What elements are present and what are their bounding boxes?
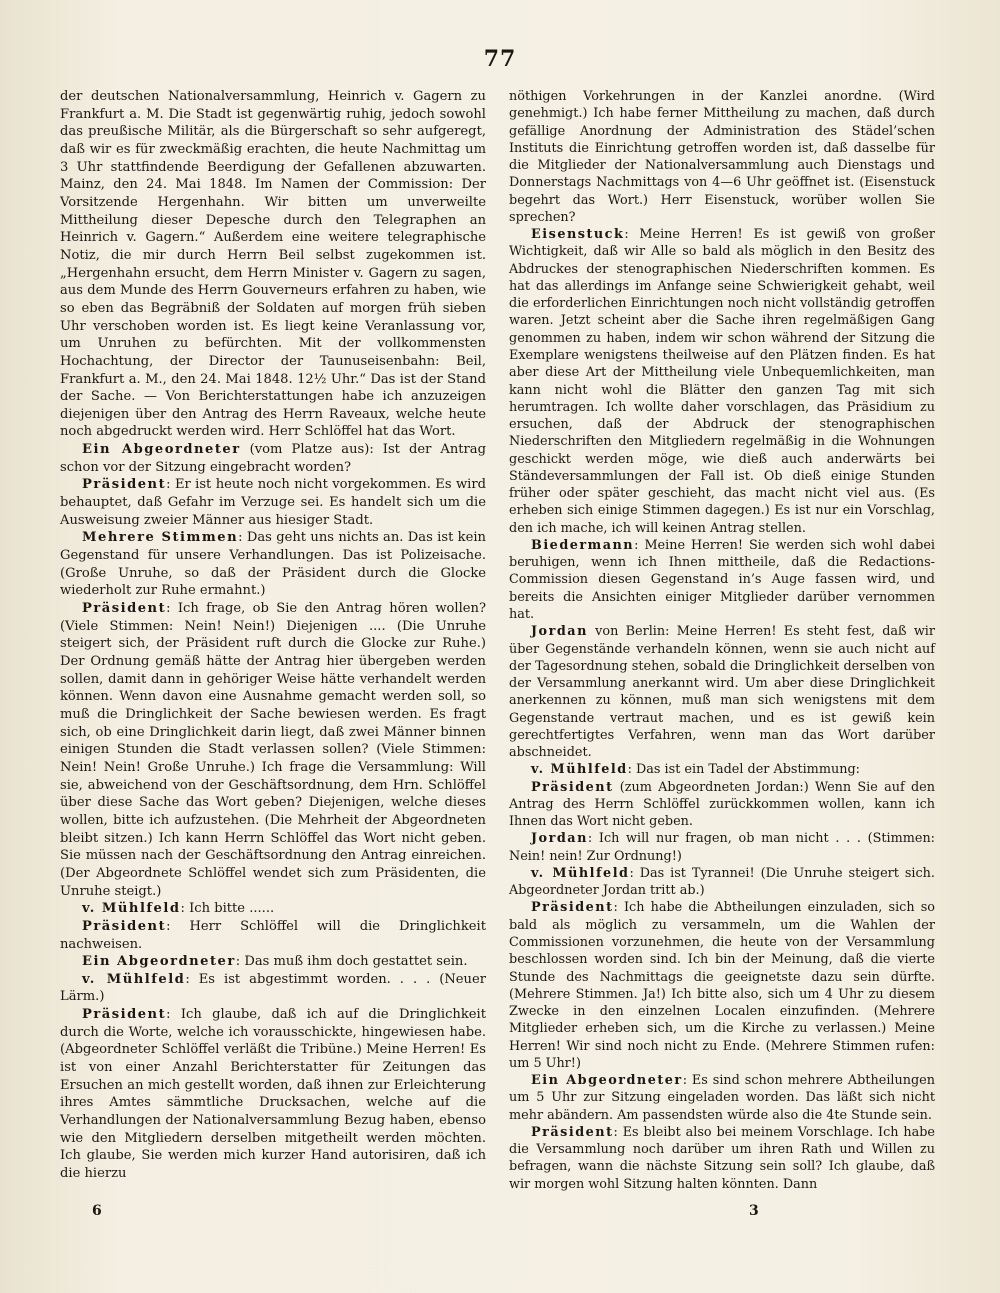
paragraph xyxy=(60,88,486,441)
speaker-name: Ein Abgeordneter xyxy=(531,1073,683,1089)
speaker-name: Eisenstuck xyxy=(531,227,625,243)
paragraph xyxy=(60,441,486,476)
paragraph-text: : Meine Herren! Sie werden sich wohl dabei beruhigen, wenn ich Ihnen mittheile, daß die Redactions-Commission diesen Gegenstand in’s Auge fassen wird, und bereits die Ansichten einiger Mitglieder darüber vernommen hat. xyxy=(509,537,935,622)
paragraph xyxy=(509,1124,935,1193)
speaker-name: Jordan xyxy=(531,624,588,640)
paragraph-text: : Das ist Tyrannei! (Die Unruhe steigert sich. Abgeordneter Jordan tritt ab.) xyxy=(509,865,935,899)
paragraph-text: der deutschen Nationalversammlung, Heinrich v. Gagern zu Frankfurt a. M. Die Stadt ist gegenwärtig ruhig, jedoch sowohl das preußische Militär, als die Bürgerschaft so sehr aufgeregt, daß wir es für zweckmäßig erachten, die heute Nachmittag um 3 Uhr stattfindende Beerdigung der Gefallenen abzuwarten. Mainz, den 24. Mai 1848. Im Namen der Commission: Der Vorsitzende Hergenhahn. Wir bitten um unverweilte Mittheilung dieser Depesche durch den Telegraphen an Heinrich v. Gagern.“ Außerdem eine weitere telegraphische Notiz, die mir durch Herrn Beil selbst zugekommen ist. „Hergenhahn ersucht, dem Herrn Minister v. Gagern zu sagen, aus dem Munde des Herrn Gouverneurs erfahren zu haben, wie so eben das Begräbniß der Soldaten auf morgen früh sieben Uhr verschoben worden ist. Es liegt keine Veranlassung vor, um Unruhen zu befürchten. Mit der vollkommensten Hochachtung, der Director der Taunuseisenbahn: Beil, Frankfurt a. M., den 24. Mai 1848. 12½ Uhr.“ Das ist der Stand der Sache. — Von Berichterstattungen habe ich anzuzeigen diejenigen über den Antrag des Herrn Raveaux, welche heute noch abgedruckt werden wird. Herr Schlöffel hat das Wort. xyxy=(60,89,486,440)
paragraph xyxy=(509,537,935,623)
paragraph-text: nöthigen Vorkehrungen in der Kanzlei anordne. (Wird genehmigt.) Ich habe ferner Mittheilung zu machen, daß durch gefällige Anordnung der Administration des Städel’schen Instituts die Einrichtung getroffen worden ist, daß dasselbe für die Mitglieder der Nationalversammlung auch Dienstags und Donnerstags Nachmittags von 4—6 Uhr geöffnet ist. (Eisenstuck begehrt das Wort.) Herr Eisenstuck, worüber wollen Sie sprechen? xyxy=(509,89,935,225)
paragraph-text: : Das geht uns nichts an. Das ist kein Gegenstand für unsere Verhandlungen. Das ist Polizeisache. (Große Unruhe, so daß der Präsident durch die Glocke wiederholt zur Ruhe ermahnt.) xyxy=(60,530,486,599)
paragraph-text: : Er ist heute noch nicht vorgekommen. Es wird behauptet, daß Gefahr im Verzuge sei. Es handelt sich um die Ausweisung zweier Männer aus hiesiger Stadt. xyxy=(60,477,486,528)
speaker-name: Präsident xyxy=(82,1007,167,1023)
paragraph xyxy=(509,779,935,831)
signature-mark-left: 6 xyxy=(92,1203,102,1219)
speaker-name: Präsident xyxy=(531,779,614,795)
paragraph-text: (vom Platze aus): Ist der Antrag schon vor der Sitzung eingebracht worden? xyxy=(60,442,486,475)
paragraph xyxy=(60,476,486,529)
paragraph-text: : Herr Schlöffel will die Dringlichkeit nachweisen. xyxy=(60,918,486,952)
speaker-name: Präsident xyxy=(531,1124,614,1140)
paragraph-text: : Ich bitte ...... xyxy=(180,901,275,917)
paragraph-text: : Meine Herren! Es ist gewiß von großer Wichtigkeit, daß wir Alle so bald als möglich in den Besitz des Abdruckes der stenographischen Niederschriften kommen. Es hat das allerdings im Anfange seine Schwierigkeit gehabt, weil die erforderlichen Einrichtungen noch nicht vollständig getroffen waren. Jetzt scheint aber die Sache ihren regelmäßigen Gang genommen zu haben, indem wir schon während der Sitzung die Exemplare wenigstens theilweise auf den Plätzen finden. Es hat aber diese Art der Mittheilung viele Unbequemlichkeiten, man kann nicht wohl die Blätter den ganzen Tag mit sich herumtragen. Ich wollte daher vorschlagen, das Präsidium zu ersuchen, daß der Abdruck der stenographischen Niederschriften den Mitgliedern regelmäßig in die Wohnungen geschickt werden möge, wie dieß auch anderwärts bei Ständeversammlungen der Fall ist. Ob dieß einige Stunden früher oder später geschieht, das macht nicht viel aus. (Es erheben sich einige Stimmen dagegen.) Es ist nur ein Vorschlag, den ich mache, ich will keinen Antrag stellen. xyxy=(509,227,935,536)
speaker-name: Jordan xyxy=(531,831,588,847)
speaker-name: Präsident xyxy=(82,477,167,493)
paragraph-text: : Es sind schon mehrere Abtheilungen um 5 Uhr zur Sitzung eingeladen worden. Das läßt sich nicht mehr abändern. Am passendsten würde also die 4te Stunde sein. xyxy=(509,1073,935,1123)
speaker-name: Ein Abgeordneter xyxy=(82,954,236,970)
paragraph xyxy=(509,899,935,1072)
left-column xyxy=(60,88,486,1183)
paragraph-text: : Ich glaube, daß ich auf die Dringlichkeit durch die Worte, welche ich vorausschickte, hingewiesen habe. (Abgeordneter Schlöffel verläßt die Tribüne.) Meine Herren! Es ist von einer Anzahl Berichterstatter für Zeitungen das Ersuchen an mich gestellt worden, daß ihnen zur Erleichterung ihres Amtes sämmtliche Drucksachen, welche auf die Verhandlungen der Nationalversammlung Bezug haben, ebenso wie den Mitgliedern derselben mitgetheilt werden möchten. Ich glaube, Sie werden mich kurzer Hand autorisiren, daß ich die hierzu xyxy=(60,1007,486,1182)
paragraph-text: (zum Abgeordneten Jordan:) Wenn Sie auf den Antrag des Herrn Schlöffel zurückkommen wollen, kann ich Ihnen das Wort nicht geben. xyxy=(509,779,935,830)
paragraph-text: : Es bleibt also bei meinem Vorschlage. Ich habe die Versammlung noch darüber um ihren Rath und Willen zu befragen, wann die nächste Sitzung sein soll? Ich glaube, daß wir morgen wohl Sitzung halten könnten. Dann xyxy=(509,1124,935,1192)
speaker-name: Präsident xyxy=(82,601,167,617)
paragraph xyxy=(509,865,935,900)
paragraph xyxy=(60,600,486,900)
paragraph-text: : Ich habe die Abtheilungen einzuladen, sich so bald als möglich zu versammeln, um die Wahlen der Commissionen vorzunehmen, die heute von der Versammlung beschlossen worden sind. Ich bin der Meinung, daß die vierte Stunde des Nachmittags die geeignetste dazu sein dürfte. (Mehrere Stimmen. Ja!) Ich bitte also, sich um 4 Uhr zu diesem Zwecke in den einzelnen Localen einzufinden. (Mehrere Mitglieder erheben sich, um die Kirche zu verlassen.) Meine Herren! Wir sind noch nicht zu Ende. (Mehrere Stimmen rufen: um 5 Uhr!) xyxy=(509,900,935,1071)
speaker-name: Biedermann xyxy=(531,537,635,553)
paragraph xyxy=(509,761,935,778)
right-column xyxy=(509,88,935,1193)
speaker-name: v. Mühlfeld xyxy=(82,971,186,987)
paragraph xyxy=(60,953,486,971)
speaker-name: Präsident xyxy=(82,918,167,934)
speaker-name: Ein Abgeordneter xyxy=(82,442,241,458)
paragraph-text: von Berlin: Meine Herren! Es steht fest, daß wir über Gegenstände verhandeln können, wenn sie auch nicht auf der Tagesordnung stehen, sobald die Dringlichkeit derselben von der Versammlung anerkannt wird. Um aber diese Dringlichkeit anerkennen zu können, muß man sich wenigstens mit dem Gegenstande vertraut machen, und es ist gewiß kein gerechtfertigtes Verfahren, wenn man das Wort darüber abschneidet. xyxy=(509,624,935,761)
paragraph xyxy=(509,88,935,226)
signature-mark-right: 3 xyxy=(749,1203,759,1219)
paragraph-text: : Ich will nur fragen, ob man nicht . . . (Stimmen: Nein! nein! Zur Ordnung!) xyxy=(509,831,935,864)
page-number: 77 xyxy=(483,46,517,72)
paragraph xyxy=(60,971,486,1006)
speaker-name: v. Mühlfeld xyxy=(531,865,630,881)
paragraph xyxy=(60,1006,486,1183)
paragraph xyxy=(509,830,935,865)
paragraph-text: : Das ist ein Tadel der Abstimmung: xyxy=(627,762,860,778)
paragraph xyxy=(60,900,486,918)
paragraph xyxy=(509,1072,935,1124)
paragraph xyxy=(60,529,486,600)
paragraph-text: : Ich frage, ob Sie den Antrag hören wollen? (Viele Stimmen: Nein! Nein!) Diejenigen .... (Die Unruhe steigert sich, der Präsident ruft durch die Glocke zur Ruhe.) Der Ordnung gemäß hätte der Antrag hier übergeben werden sollen, damit dann in gehöriger Weise hätte verhandelt werden können. Wenn davon eine Ausnahme gemacht werden soll, so muß die Dringlichkeit der Sache bewiesen werden. Es fragt sich, ob eine Dringlichkeit darin liegt, daß zwei Männer binnen einigen Stunden die Stadt verlassen sollen? (Viele Stimmen: Nein! Nein! Große Unruhe.) Ich frage die Versammlung: Will sie, abweichend von der Geschäftsordnung, dem Hrn. Schlöffel über diese Sache das Wort geben? Diejenigen, welche dieses wollen, bitte ich aufzustehen. (Die Mehrheit der Abgeordneten bleibt sitzen.) Ich kann Herrn Schlöffel das Wort nicht geben. Sie müssen nach der Geschäftsordnung den Antrag einreichen. (Der Abgeordnete Schlöffel wendet sich zum Präsidenten, die Unruhe steigt.) xyxy=(60,601,486,899)
paragraph xyxy=(509,226,935,537)
speaker-name: v. Mühlfeld xyxy=(82,901,181,917)
paragraph-text: : Das muß ihm doch gestattet sein. xyxy=(235,954,468,970)
speaker-name: Mehrere Stimmen xyxy=(82,530,239,546)
speaker-name: Präsident xyxy=(531,900,614,916)
paragraph-text: : Es ist abgestimmt worden. . . . (Neuer Lärm.) xyxy=(60,971,486,1005)
speaker-name: v. Mühlfeld xyxy=(531,762,628,778)
paragraph xyxy=(60,918,486,953)
paragraph xyxy=(509,623,935,761)
